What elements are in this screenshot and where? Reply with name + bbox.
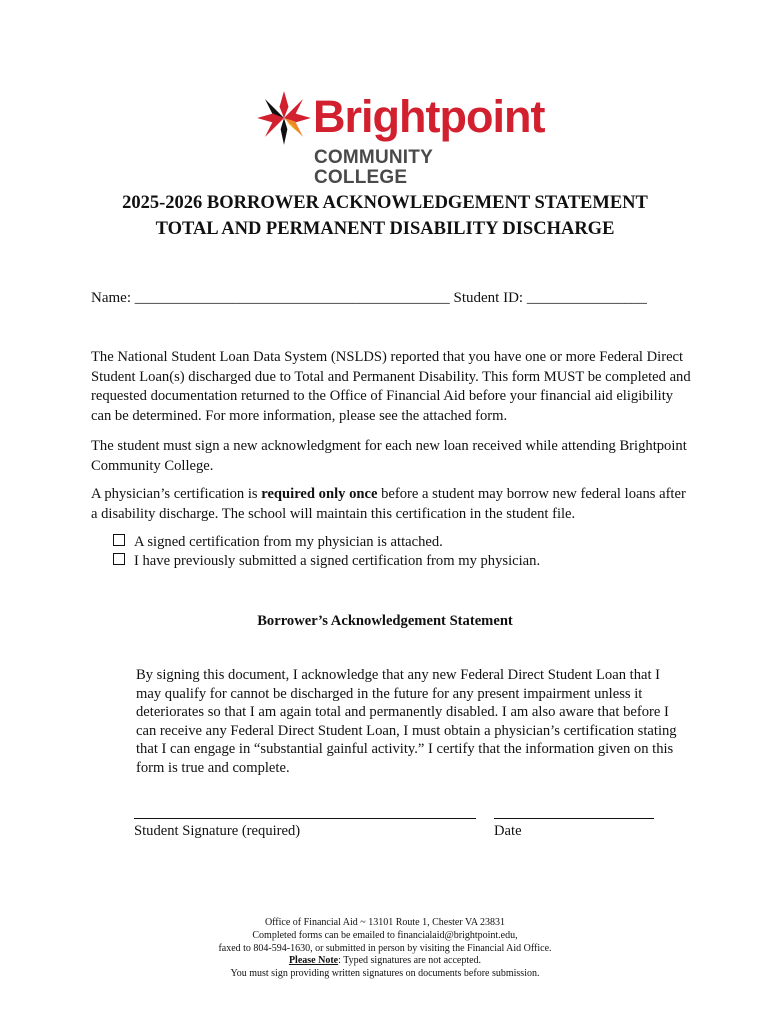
student-info-fields bbox=[91, 288, 647, 308]
footer-signature-requirement: You must sign providing written signatures on documents before submission. bbox=[230, 968, 540, 980]
physician-text-start: A physician’s certification is bbox=[91, 486, 262, 502]
student-id-label: Student ID: bbox=[453, 290, 524, 306]
physician-text-bold: required only once bbox=[261, 486, 378, 502]
statement-heading: Borrower’s Acknowledgement Statement bbox=[257, 613, 513, 629]
footer-note-text: : Typed signatures are not accepted. bbox=[338, 955, 482, 967]
name-field[interactable]: __________________________________________ bbox=[134, 290, 450, 306]
star-logo-icon bbox=[256, 90, 312, 146]
statement-body: By signing this document, I acknowledge that any new Federal Direct Student Loan that I may qualify for cannot be discharged in the future for any present impairment unless it deteriorates so that I am again total and permanently disabled. I am also aware that before I can receive any Federal Direct Student Loan, I must obtain a physician’s certification stating that I can engage in “substantial gainful activity.” I certify that the information given on this form is true and complete. bbox=[136, 667, 677, 776]
college-logo bbox=[256, 88, 545, 188]
student-signature-line[interactable] bbox=[134, 818, 476, 819]
footer-fax-line: faxed to 804-594-1630, or submitted in person by visiting the Financial Aid Office. bbox=[218, 942, 552, 954]
checkbox-option-previously-submitted[interactable] bbox=[113, 552, 540, 571]
footer-address: Office of Financial Aid ~ 13101 Route 1, Chester VA 23831 bbox=[264, 917, 506, 928]
checkbox-icon[interactable] bbox=[113, 553, 125, 565]
brand-subtitle: COMMUNITY COLLEGE bbox=[314, 147, 433, 188]
checkbox-icon[interactable] bbox=[113, 534, 125, 546]
name-label: Name: bbox=[91, 290, 131, 306]
student-signature-label: Student Signature (required) bbox=[134, 823, 301, 839]
intro-paragraph: The National Student Loan Data System (NSLDS) reported that you have one or more Federal Direct Student Loan(s) discharged due to Total and Permanent Disability. This form MUST be completed and requested documentation returned to the Office of Financial Aid before your financial aid eligibility can be determined. For more information, please see the attached form. bbox=[91, 349, 691, 424]
form-title-line2: TOTAL AND PERMANENT DISABILITY DISCHARGE bbox=[155, 219, 615, 239]
student-id-field[interactable]: ________________ bbox=[526, 290, 647, 306]
form-title-line1: 2025-2026 BORROWER ACKNOWLEDGEMENT STATEMENT bbox=[122, 193, 648, 213]
date-label: Date bbox=[494, 823, 522, 839]
footer-contact-info bbox=[0, 917, 770, 981]
footer-note-label: Please Note bbox=[288, 955, 339, 967]
brand-name: Brightpoint bbox=[313, 91, 545, 142]
checkbox-label: I have previously submitted a signed certification from my physician. bbox=[134, 553, 541, 569]
date-line[interactable] bbox=[494, 818, 654, 819]
physician-paragraph bbox=[91, 485, 691, 524]
footer-email-line: Completed forms can be emailed to financialaid@brightpoint.edu, bbox=[252, 929, 518, 941]
checkbox-label: A signed certification from my physician is attached. bbox=[134, 534, 443, 550]
footer-note bbox=[0, 955, 770, 968]
checkbox-option-attached[interactable] bbox=[113, 533, 443, 552]
acknowledgment-paragraph: The student must sign a new acknowledgment for each new loan received while attending Brightpoint Community College. bbox=[91, 438, 687, 474]
physician-text-end: before a student may borrow new federal loans after a disability discharge. The school will maintain this certification in the student file. bbox=[91, 486, 686, 522]
